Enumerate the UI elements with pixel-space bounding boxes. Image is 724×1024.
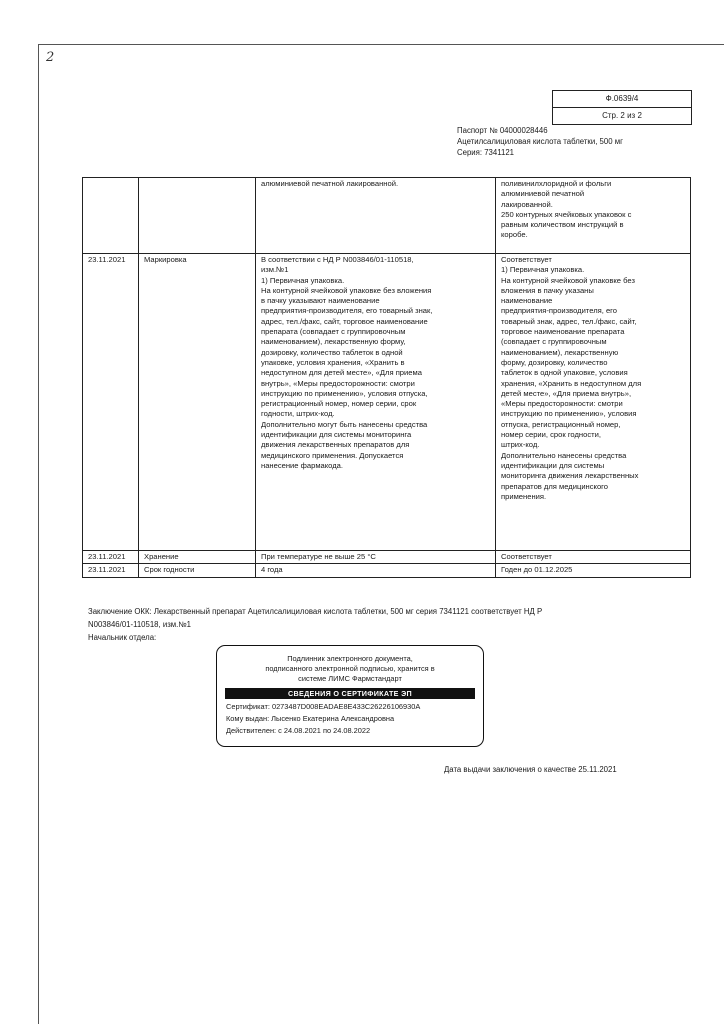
table-row [83,551,691,564]
passport-number: Паспорт № 04000028446 [457,126,548,135]
date-cell: 23.11.2021 [83,254,139,551]
quality-results-table [82,177,691,578]
result-cell: Годен до 01.12.2025 [496,564,691,577]
qc-conclusion [88,605,608,644]
result-cell: Соответствует 1) Первичная упаковка. На контурной ячейковой упаковке без вложения в пачку указаны наименование предприятия-производителя, его товарный знак, адрес, тел./факс, сайт, торговое наименование препарата (совпадает с группировочным наименованием), лекарственную форму, дозировку, количество таблеток в одной упаковке, условия хранения, «Хранить в недоступном для детей месте», «Для приема внутрь», «Меры предосторожности: смотри инструкцию по применению», условия отпуска, регистрационный номер, номер серии, срок годности, штрих-код. Дополнительно нанесены средства идентификации для системы мониторинга движения лекарственных препаратов для медицинского применения. [496,254,691,551]
stamp-header [217,646,483,684]
page-indicator: Стр. 2 из 2 [553,107,691,124]
scan-edge-left [38,44,39,1024]
date-cell [83,178,139,254]
head-of-department-label: Начальник отдела: [88,633,157,642]
requirement-cell: В соответствии с НД Р N003846/01-110518, изм.№1 1) Первичная упаковка. На контурной ячейковой упаковке без вложения в пачку указывают наименование предприятия-производителя, его товарный знак, адрес, тел./факс, сайт, торговое наименование препарата (совпадает с группировочным наименованием), лекарственную форму, дозировку, количество таблеток в одной упаковке, условия хранения, «Хранить в недоступном для детей месте», «Для приема внутрь», «Меры предосторожности: смотри инструкцию по применению», условия отпуска, регистрационный номер, номер серии, срок годности, штрих-код. Дополнительно могут быть нанесены средства идентификации для системы мониторинга движения лекарственных препаратов для медицинского применения. Допускается нанесение фармакода. [256,254,496,551]
indicator-cell [139,178,256,254]
table-row [83,178,691,254]
certificate-info-bar: СВЕДЕНИЯ О СЕРТИФИКАТЕ ЭП [225,688,475,699]
electronic-signature-stamp [216,645,484,747]
result-cell: Соответствует [496,551,691,564]
table-row [83,254,691,551]
conclusion-line-1: Заключение ОКК: Лекарственный препарат Ацетилсалициловая кислота таблетки, 500 мг серия 7341121 соответствует НД Р [88,607,543,616]
result-cell: поливинилхлоридной и фольги алюминиевой печатной лакированной. 250 контурных ячейковых упаковок с равным количеством инструкций в коробе. [496,178,691,254]
passport-series: Серия: 7341121 [457,148,514,157]
form-number-box [552,90,692,125]
passport-product: Ацетилсалициловая кислота таблетки, 500 мг [457,137,623,146]
certificate-validity: Действителен: с 24.08.2021 по 24.08.2022 [226,726,371,735]
requirement-cell: При температуре не выше 25 °С [256,551,496,564]
date-cell: 23.11.2021 [83,564,139,577]
form-code: Ф.0639/4 [605,94,639,103]
date-cell: 23.11.2021 [83,551,139,564]
issue-date: Дата выдачи заключения о качестве 25.11.2021 [444,765,617,774]
indicator-cell: Срок годности [139,564,256,577]
requirement-cell: алюминиевой печатной лакированной. [256,178,496,254]
conclusion-line-2: N003846/01-110518, изм.№1 [88,620,192,629]
stamp-line-1: Подлинник электронного документа, [287,654,413,663]
indicator-cell: Хранение [139,551,256,564]
scan-edge-top [38,44,724,45]
certificate-number: Сертификат: 0273487D008EADAE8E433C26226106930A [226,702,421,711]
table-row [83,564,691,577]
stamp-line-2: подписанного электронной подписью, хранится в [265,664,435,673]
certificate-owner: Кому выдан: Лысенко Екатерина Александровна [226,714,395,723]
requirement-cell: 4 года [256,564,496,577]
handwritten-page-mark: 2 [46,50,55,65]
passport-header [457,125,623,158]
indicator-cell: Маркировка [139,254,256,551]
stamp-line-3: системе ЛИМС Фармстандарт [298,674,402,683]
